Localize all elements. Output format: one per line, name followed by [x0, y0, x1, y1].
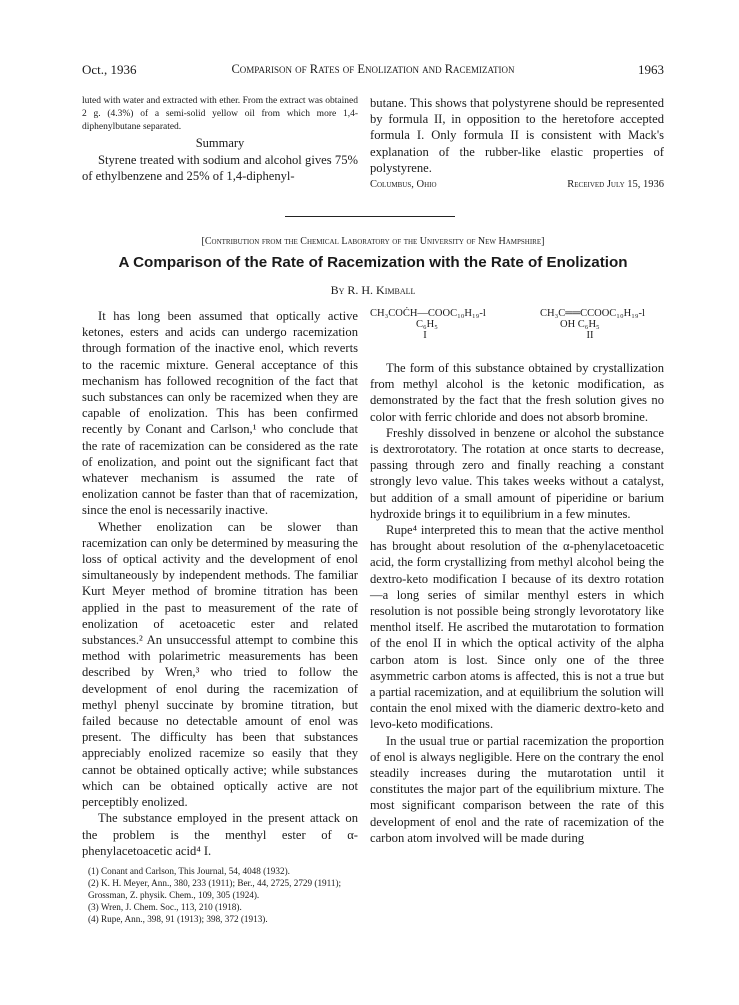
- affiliation-place: Columbus, Ohio: [370, 179, 437, 191]
- affiliation-line: [370, 179, 664, 190]
- right-column: [370, 308, 664, 846]
- running-header: [82, 62, 664, 78]
- footnote: (2) K. H. Meyer, Ann., 380, 233 (1911); Ber., 44, 2725, 2729 (1911); Grossman, Z. physik. Chem., 109, 305 (1924).: [88, 877, 342, 900]
- paragraph: Rupe⁴ interpreted this to mean that the active menthol has brought about resolution of the α-phenylacetoacetic acid, the form crystallizing from methyl alcohol being the dextro-keto modification I because of its dextro rotation—a long series of similar menthyl esters in which resolution is not possible being strongly levorotatory like menthol itself. He ascribed the mutarotation to formation of the enol II in which the optical activity of the alpha carbon atom is lost. Since only one of the three asymmetric carbon atoms is affected, this is not a true but a partial racemization, and at equilibrium the solution will contain the enol mixed with the diameric dextro-keto and levo-keto modifications.: [370, 523, 664, 732]
- summary-text-left: Styrene treated with sodium and alcohol gives 75% of ethylbenzene and 25% of 1,4-diphenyl-: [82, 153, 358, 184]
- summary-text-right: butane. This shows that polystyrene should be represented by formula II, in opposition to the heretofore accepted formula I. Only formula II is consistent with Mack's explanation of the rubber-like elastic properties of polystyrene.: [370, 96, 664, 175]
- formula-II: [540, 308, 664, 341]
- article-author: By R. H. Kimball: [330, 283, 416, 297]
- article-title: A Comparison of the Rate of Racemization with the Rate of Enolization: [118, 254, 628, 271]
- received-date: Received July 15, 1936: [567, 179, 664, 191]
- formula-II-label: II: [586, 330, 594, 341]
- formula-I-substituent: C₆H₅: [416, 319, 438, 330]
- paragraph: It has long been assumed that optically active ketones, esters and acids can undergo racemization through formation of the inactive enol, which reverts to the racemic mixture. General acceptance of this mechanism has followed recognition of the fact that such substances can only be racemized when they are capable of enolization. This has been confirmed recently by Conant and Carlson,¹ who conclude that the rate of racemization can be considered as the rate of enolization, and point out the significant fact that whatever mechanism is assumed the rate of enolization cannot be faster than that of racemization, since the enol is necessarily inactive.: [82, 309, 358, 518]
- paragraph: Freshly dissolved in benzene or alcohol the substance is dextrorotatory. The rotation at once starts to decrease, passing through zero and finally reaching a constant strongly levo value. This takes weeks without a catalyst, but addition of a small amount of piperidine or barium hydroxide brings it to equilibrium in a few minutes.: [370, 425, 664, 521]
- formula-II-main: CH₃C══CCOOC₁₀H₁₉-l: [540, 308, 645, 319]
- formula-I: [370, 308, 520, 341]
- header-page-number: 1963: [638, 62, 664, 77]
- footnote: (3) Wren, J. Chem. Soc., 113, 210 (1918).: [88, 901, 242, 912]
- paragraph: The form of this substance obtained by crystallization from methyl alcohol is the ketonic modification, as demonstrated by the fact that the fresh solution gives no color with ferric chloride and does not absorb bromine.: [370, 361, 664, 424]
- formula-I-main: CH₃COĊH—COOC₁₀H₁₉-l: [370, 308, 486, 319]
- structural-formulas: [370, 308, 664, 360]
- footnotes: [82, 865, 358, 925]
- header-date: Oct., 1936: [82, 62, 137, 77]
- previous-article-left: [82, 95, 358, 184]
- summary-heading: Summary: [195, 136, 245, 150]
- footnote: (4) Rupe, Ann., 398, 91 (1913); 398, 372 (1913).: [88, 913, 268, 924]
- formula-II-substituent: OH C₆H₅: [560, 319, 600, 330]
- section-divider: [285, 216, 455, 217]
- paragraph: Whether enolization can be slower than racemization can only be determined by measuring the loss of optical activity and the development of enol simultaneously by independent methods. The familiar Kurt Meyer method of bromine titration has been applied in the past to measurement of the rate of enolization of acetoacetic ester and related substances.² An unsuccessful attempt to combine this method with polarimetric measurements has been described by Wren,³ who tried to follow the development of enol during the racemization of methyl phenyl succinate by bromine titration, but failed because no detectable amount of enol was present. The difficulty has been that substances appreciably enolized racemize so easily that they cannot be obtained optically active; while substances which can be obtained optically active are not perceptibly enolized.: [82, 519, 358, 810]
- footnote: (1) Conant and Carlson, This Journal, 54, 4048 (1932).: [88, 865, 290, 876]
- formula-I-label: I: [423, 330, 427, 341]
- contribution-line: [Contribution from the Chemical Laboratory of the University of New Hampshire]: [201, 236, 545, 247]
- left-column: [82, 308, 358, 925]
- header-running-title: Comparison of Rates of Enolization and Racemization: [231, 62, 515, 76]
- previous-article-right: [370, 95, 664, 190]
- paragraph: In the usual true or partial racemization the proportion of enol is always negligible. Here on the contrary the enol steadily increases during the mutarotation until it constitutes the major part of the equilibrium mixture. The most significant comparison between the rate of this development of enol and the rate of racemization of the carbon atom involved will be made during: [370, 733, 664, 845]
- previous-article-ending: luted with water and extracted with ether. From the extract was obtained 2 g. (4.3%) of a semi-solid yellow oil from which more 1,4-diphenylbutane separated.: [82, 96, 358, 132]
- paragraph: The substance employed in the present attack on the problem is the menthyl ester of α-phenylacetoacetic acid⁴ I.: [82, 811, 358, 858]
